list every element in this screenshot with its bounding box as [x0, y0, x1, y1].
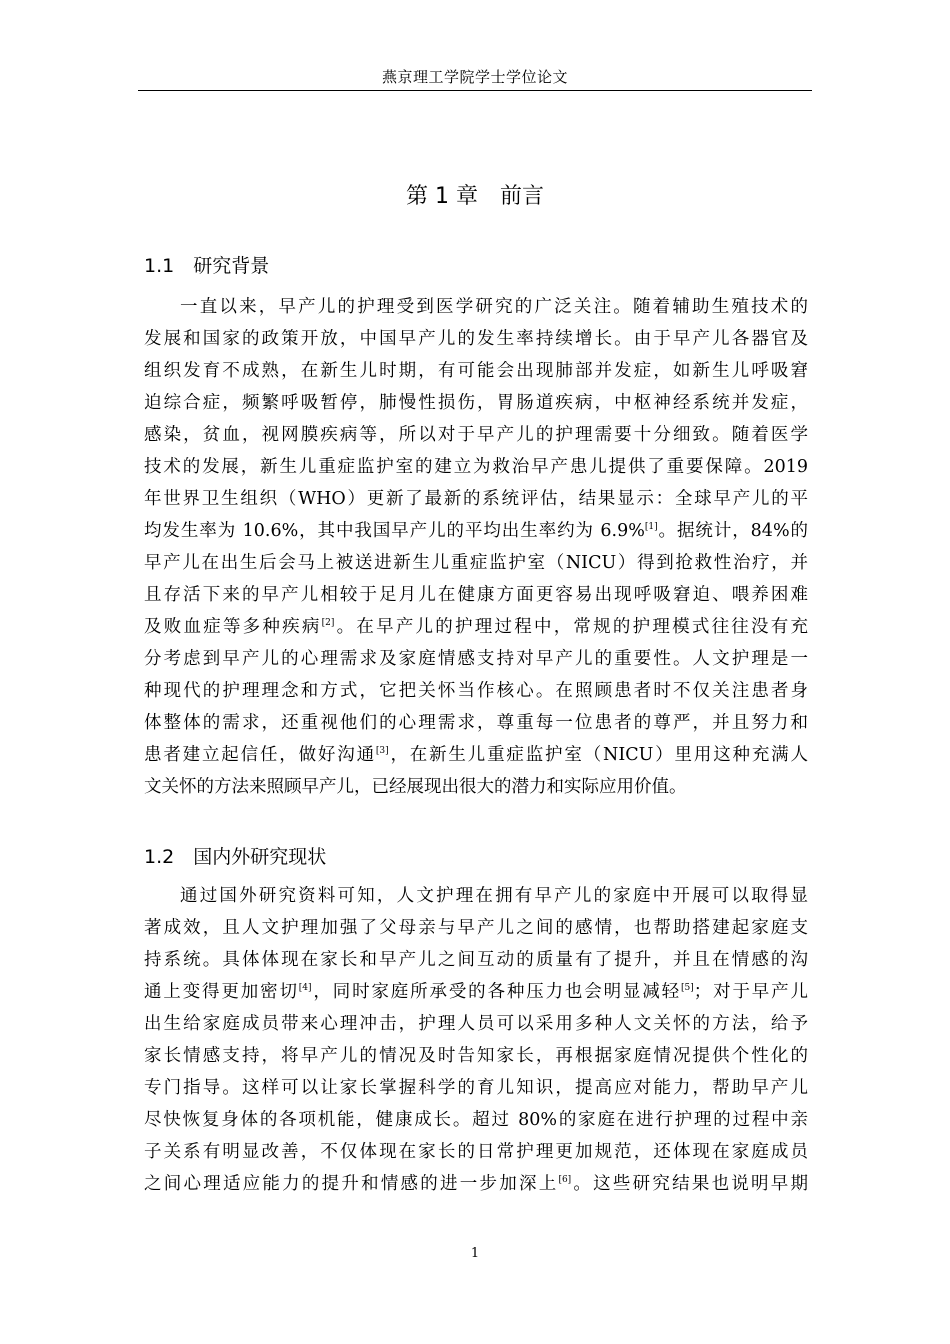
text-line [144, 1104, 808, 1136]
text-line [144, 419, 808, 451]
text-line [144, 675, 808, 707]
text-run: 种现代的护理理念和方式，它把关怀当作核心。在照顾患者时不仅关注患者身 [144, 681, 808, 701]
text-run: 尽快恢复身体的各项机能，健康成长。超过 80%的家庭在进行护理的过程中亲 [144, 1110, 808, 1130]
text-line [144, 291, 808, 323]
text-run: ，在新生儿重症监护室（NICU）里用这种充满人 [388, 745, 808, 765]
text-run: 迫综合症，频繁呼吸暂停，肺慢性损伤，胃肠道疾病，中枢神经系统并发症， [144, 393, 808, 413]
text-line [144, 643, 808, 675]
text-run: 持系统。具体体现在家长和早产儿之间互动的质量有了提升，并且在情感的沟 [144, 950, 808, 970]
text-line [144, 355, 808, 387]
text-run: 。在早产儿的护理过程中，常规的护理模式往往没有充 [334, 617, 809, 637]
citation-ref: [5] [681, 983, 694, 993]
running-header: 燕京理工学院学士学位论文 [381, 68, 568, 86]
citation-ref: [2] [321, 618, 335, 628]
text-line [144, 739, 808, 771]
section-heading: 1.1 研究背景 [144, 255, 270, 277]
text-line [144, 976, 808, 1008]
page-number: 1 [470, 1246, 480, 1261]
text-run: 出生给家庭成员带来心理冲击，护理人员可以采用多种人文关怀的方法，给予 [144, 1014, 808, 1034]
text-run: 一直以来，早产儿的护理受到医学研究的广泛关注。随着辅助生殖技术的 [180, 297, 808, 317]
text-run: 早产儿在出生后会马上被送进新生儿重症监护室（NICU）得到抢救性治疗，并 [144, 553, 808, 573]
text-run: 专门指导。这样可以让家长掌握科学的育儿知识，提高应对能力，帮助早产儿 [144, 1078, 808, 1098]
text-line [144, 1136, 808, 1168]
citation-ref: [4] [298, 983, 312, 993]
text-line [144, 547, 808, 579]
text-run: 发展和国家的政策开放，中国早产儿的发生率持续增长。由于早产儿各器官及 [144, 329, 808, 349]
text-line [144, 771, 808, 803]
text-line [144, 707, 808, 739]
text-line [144, 579, 808, 611]
text-line [144, 451, 808, 483]
text-line [144, 515, 808, 547]
text-run: 感染，贫血，视网膜疾病等，所以对于早产儿的护理需要十分细致。随着医学 [144, 425, 808, 445]
text-run: 患者建立起信任，做好沟通 [144, 745, 376, 765]
text-line [144, 483, 808, 515]
text-run: 体整体的需求，还重视他们的心理需求，尊重每一位患者的尊严，并且努力和 [144, 713, 808, 733]
text-run: 子关系有明显改善，不仅体现在家长的日常护理更加规范，还体现在家庭成员 [144, 1142, 808, 1162]
text-run: 著成效，且人文护理加强了父母亲与早产儿之间的感情，也帮助搭建起家庭支 [144, 918, 808, 938]
text-run: 通上变得更加密切 [144, 982, 299, 1002]
text-run: ；对于早产儿 [693, 982, 809, 1002]
text-run: 均发生率为 10.6%，其中我国早产儿的平均出生率约为 6.9% [144, 521, 645, 541]
text-line [144, 880, 808, 912]
citation-ref: [6] [558, 1175, 572, 1185]
header-rule [138, 90, 812, 91]
text-run: 。据统计，84%的 [657, 521, 808, 541]
text-line [144, 1072, 808, 1104]
text-run: ，同时家庭所承受的各种压力也会明显减轻 [311, 982, 682, 1002]
text-line [144, 387, 808, 419]
text-run: 。这些研究结果也说明早期 [571, 1174, 809, 1194]
citation-ref: [1] [644, 522, 658, 532]
text-run: 文关怀的方法来照顾早产儿，已经展现出很大的潜力和实际应用价值。 [144, 777, 687, 797]
text-run: 技术的发展，新生儿重症监护室的建立为救治早产患儿提供了重要保障。2019 [144, 457, 808, 477]
text-line [144, 944, 808, 976]
text-line [144, 1168, 808, 1200]
chapter-title: 第 1 章 前言 [406, 184, 544, 209]
text-run: 且存活下来的早产儿相较于足月儿在健康方面更容易出现呼吸窘迫、喂养困难 [144, 585, 808, 605]
text-run: 之间心理适应能力的提升和情感的进一步加深上 [144, 1174, 559, 1194]
text-run: 及败血症等多种疾病 [144, 617, 322, 637]
section-heading: 1.2 国内外研究现状 [144, 846, 327, 868]
text-line [144, 1008, 808, 1040]
text-line [144, 611, 808, 643]
text-run: 分考虑到早产儿的心理需求及家庭情感支持对早产儿的重要性。人文护理是一 [144, 649, 808, 669]
paragraph [144, 291, 808, 803]
text-run: 组织发育不成熟，在新生儿时期，有可能会出现肺部并发症，如新生儿呼吸窘 [144, 361, 808, 381]
text-line [144, 912, 808, 944]
paragraph [144, 880, 808, 1200]
text-run: 家长情感支持，将早产儿的情况及时告知家长，再根据家庭情况提供个性化的 [144, 1046, 808, 1066]
citation-ref: [3] [375, 746, 389, 756]
text-run: 年世界卫生组织（WHO）更新了最新的系统评估，结果显示：全球早产儿的平 [144, 489, 808, 509]
text-line [144, 323, 808, 355]
text-line [144, 1040, 808, 1072]
text-run: 通过国外研究资料可知，人文护理在拥有早产儿的家庭中开展可以取得显 [180, 886, 808, 906]
